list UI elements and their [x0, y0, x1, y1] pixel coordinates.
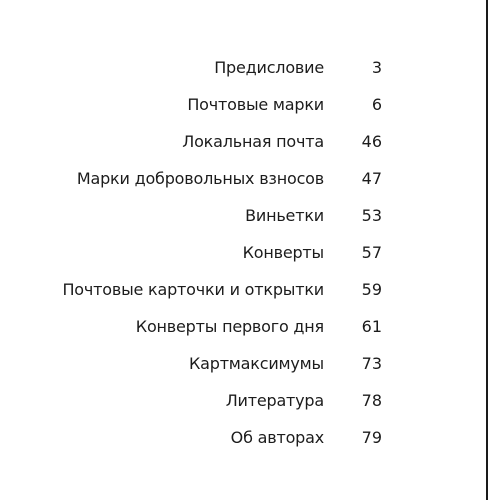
toc-entry — [0, 278, 500, 302]
toc-entry — [0, 352, 500, 376]
toc-entry — [0, 167, 500, 191]
toc-entry-page: 79 — [361, 428, 382, 447]
toc-entry-page: 73 — [361, 354, 382, 373]
toc-entry-title: Локальная почта — [182, 132, 324, 151]
toc-entry — [0, 204, 500, 228]
toc-entry-page: 6 — [371, 95, 382, 114]
toc-entry-title: Конверты — [242, 243, 324, 262]
toc-entry-title: Литература — [225, 391, 324, 410]
toc-entry — [0, 93, 500, 117]
toc-entry-page: 59 — [361, 280, 382, 299]
toc-entry-title: Картмаксимумы — [188, 354, 324, 373]
toc-entry — [0, 241, 500, 265]
toc-entry — [0, 389, 500, 413]
toc-entry-title: Об авторах — [230, 428, 324, 447]
toc-entry-page: 3 — [371, 58, 382, 77]
toc-entry-title: Почтовые марки — [187, 95, 324, 114]
toc-entry-page: 57 — [361, 243, 382, 262]
toc-entry-page: 46 — [361, 132, 382, 151]
toc-entry — [0, 315, 500, 339]
toc-entry-title: Виньетки — [245, 206, 324, 225]
toc-entry-title: Конверты первого дня — [135, 317, 324, 336]
toc-entry — [0, 56, 500, 80]
toc-entry-title: Предисловие — [214, 58, 324, 77]
toc-entry-title: Почтовые карточки и открытки — [62, 280, 324, 299]
toc-entry-page: 78 — [361, 391, 382, 410]
toc-entry-page: 61 — [361, 317, 382, 336]
toc-entry-page: 53 — [361, 206, 382, 225]
toc-entry-title: Марки добровольных взносов — [76, 169, 324, 188]
toc-entry — [0, 130, 500, 154]
toc-entry-page: 47 — [361, 169, 382, 188]
toc-entry — [0, 426, 500, 450]
